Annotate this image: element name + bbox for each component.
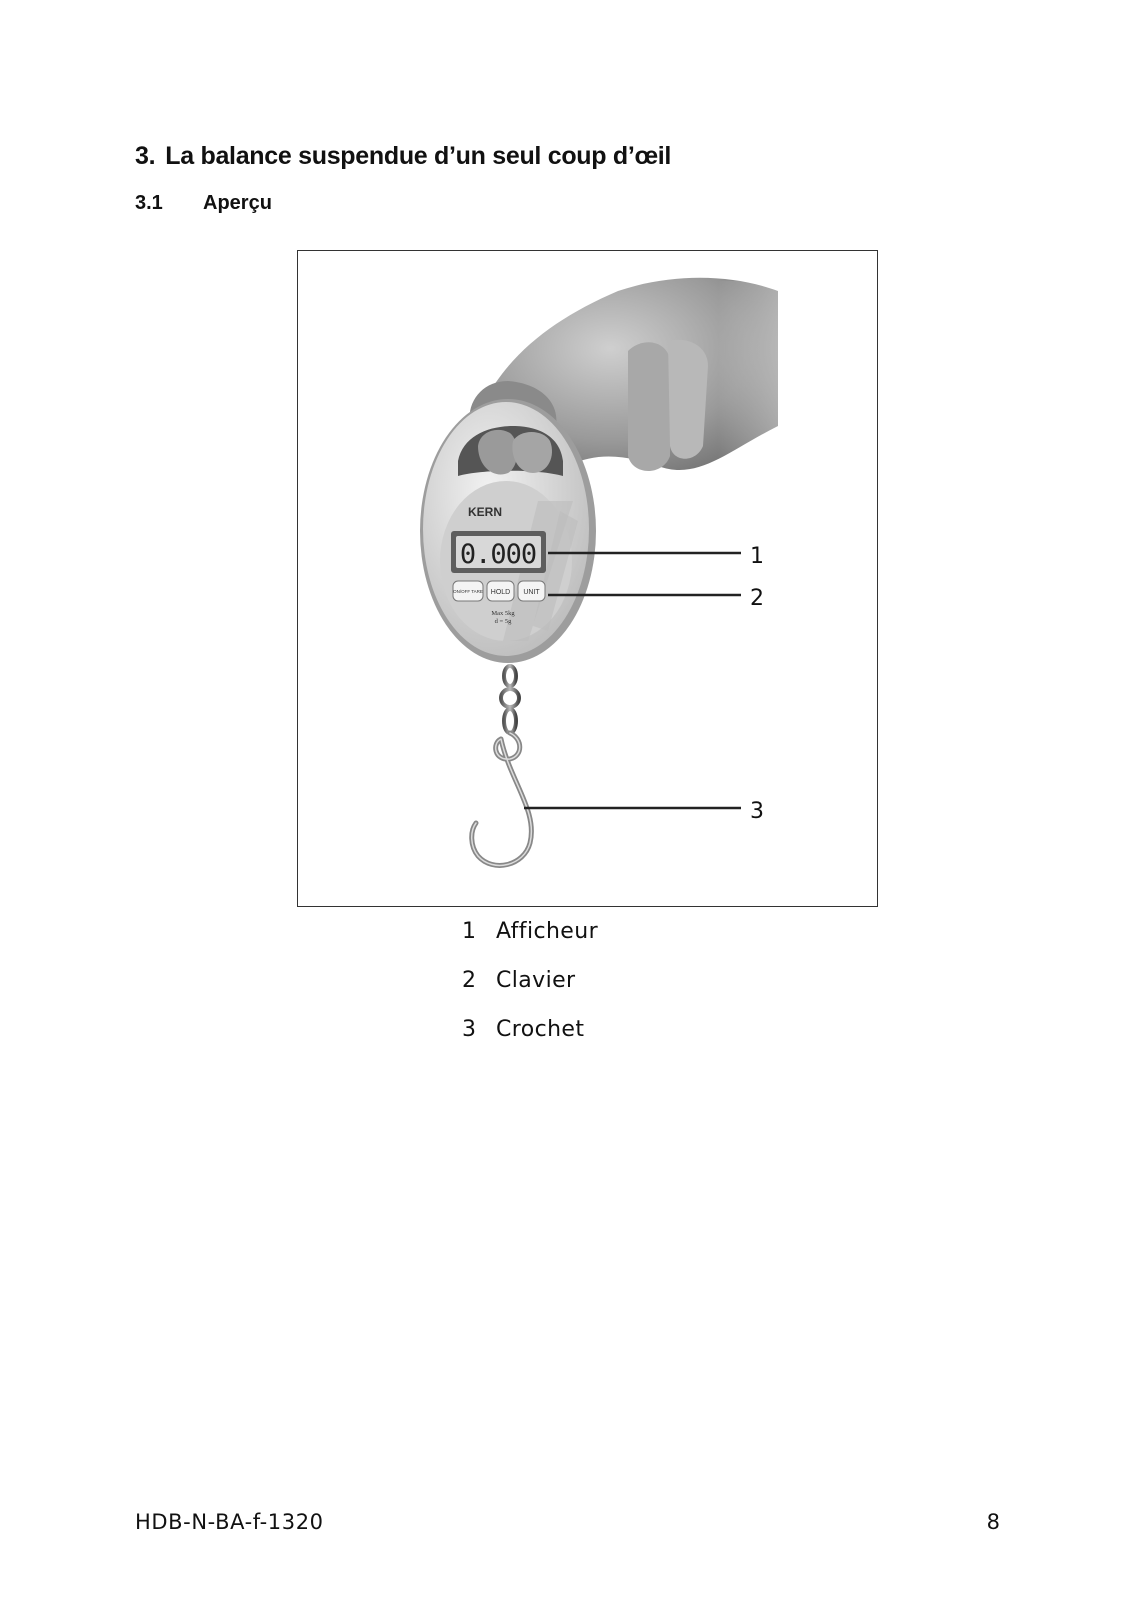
callout-number-3: 3 xyxy=(750,799,764,824)
section-title: La balance suspendue d’un seul coup d’œil xyxy=(165,142,672,170)
chain-links xyxy=(501,666,519,733)
callout-number-2: 2 xyxy=(750,586,764,611)
hook xyxy=(472,733,532,865)
hold-button-label: HOLD xyxy=(490,589,511,596)
brand-logo-text: KERN xyxy=(468,505,503,519)
section-number: 3. xyxy=(135,142,156,170)
scale-body xyxy=(420,399,596,663)
callout-number-1: 1 xyxy=(750,544,764,569)
legend-label: Afficheur xyxy=(496,919,599,944)
unit-button-label: UNIT xyxy=(523,589,540,596)
keypad xyxy=(453,581,545,601)
footer-doc-id: HDB-N-BA-f-1320 xyxy=(135,1510,324,1534)
figure-legend xyxy=(462,918,598,1065)
legend-label: Crochet xyxy=(496,1017,585,1042)
legend-number: 3 xyxy=(462,1017,477,1042)
tare-button-label: ON/OFF TARE xyxy=(453,589,483,594)
scale-overview-figure xyxy=(297,250,878,907)
legend-item xyxy=(462,918,598,967)
hanging-scale-illustration xyxy=(298,251,877,906)
division-label: d = 5g xyxy=(494,618,512,625)
capacity-label: Max 5kg xyxy=(491,610,515,617)
legend-label: Clavier xyxy=(496,968,576,993)
legend-number: 1 xyxy=(462,919,477,944)
section-heading xyxy=(135,142,671,171)
footer-page-number: 8 xyxy=(986,1510,1000,1534)
legend-item xyxy=(462,967,598,1016)
legend-number: 2 xyxy=(462,968,477,993)
legend-item xyxy=(462,1016,598,1065)
subsection-heading xyxy=(135,192,272,215)
subsection-number: 3.1 xyxy=(135,192,163,214)
display-reading: 0.000 xyxy=(459,539,537,570)
subsection-title: Aperçu xyxy=(203,192,272,214)
